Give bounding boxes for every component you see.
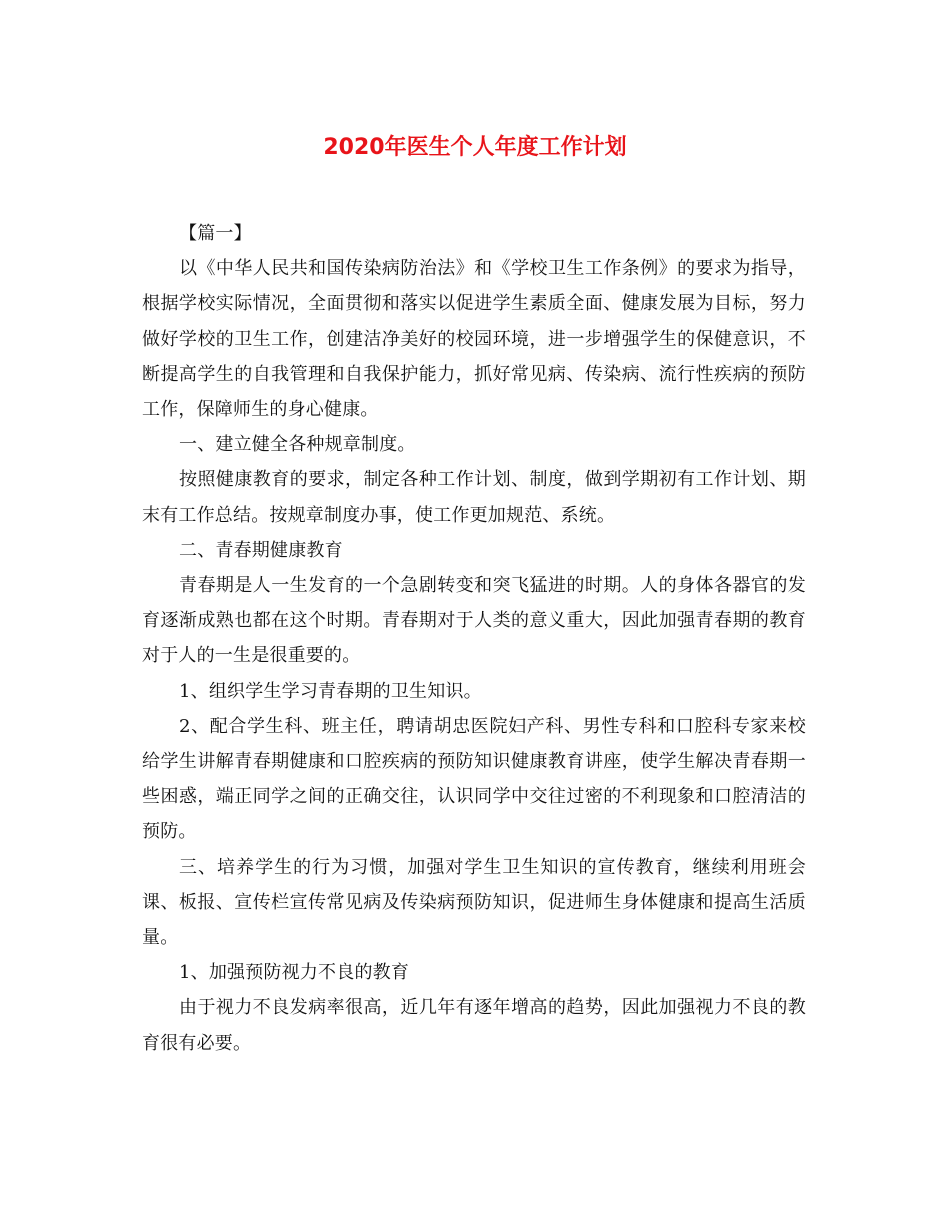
document-body [142, 216, 806, 1061]
section-label: 【篇一】 [179, 223, 252, 244]
heading-adolescent-health: 二、青春期健康教育 [179, 539, 343, 561]
heading-behavior-habits: 三、培养学生的行为习惯，加强对学生卫生知识的宣传教育，继续利用班会课、板报、宣传栏宣传常见病及传染病预防知识，促进师生身体健康和提高生活质量。 [142, 856, 806, 949]
list-item-organize-study: 1、组织学生学习青春期的卫生知识。 [179, 680, 482, 702]
list-item-expert-lectures: 2、配合学生科、班主任，聘请胡忠医院妇产科、男性专科和口腔科专家来校给学生讲解青春期健康和口腔疾病的预防知识健康教育讲座，使学生解决青春期一些困惑，端正同学之间的正确交往，认识同学中交往过密的不利现象和口腔清洁的预防。 [142, 715, 806, 843]
paragraph-adolescent-health: 青春期是人一生发育的一个急剧转变和突飞猛进的时期。人的身体各器官的发育逐渐成熟也都在这个时期。青春期对于人类的意义重大，因此加强青春期的教育对于人的一生是很重要的。 [142, 575, 806, 667]
paragraph-vision-education: 由于视力不良发病率很高，近几年有逐年增高的趋势，因此加强视力不良的教育很有必要。 [142, 997, 806, 1054]
document-title: 2020年医生个人年度工作计划 [323, 135, 627, 160]
paragraph-rules-system: 按照健康教育的要求，制定各种工作计划、制度，做到学期初有工作计划、期末有工作总结。按规章制度办事，使工作更加规范、系统。 [142, 469, 806, 526]
list-item-vision-education: 1、加强预防视力不良的教育 [179, 962, 410, 984]
paragraph-intro: 以《中华人民共和国传染病防治法》和《学校卫生工作条例》的要求为指导，根据学校实际情况，全面贯彻和落实以促进学生素质全面、健康发展为目标，努力做好学校的卫生工作，创建洁净美好的校园环境，进一步增强学生的保健意识，不断提高学生的自我管理和自我保护能力，抓好常见病、传染病、流行性疾病的预防工作，保障师生的身心健康。 [142, 258, 806, 421]
heading-rules-system: 一、建立健全各种规章制度。 [179, 434, 416, 456]
